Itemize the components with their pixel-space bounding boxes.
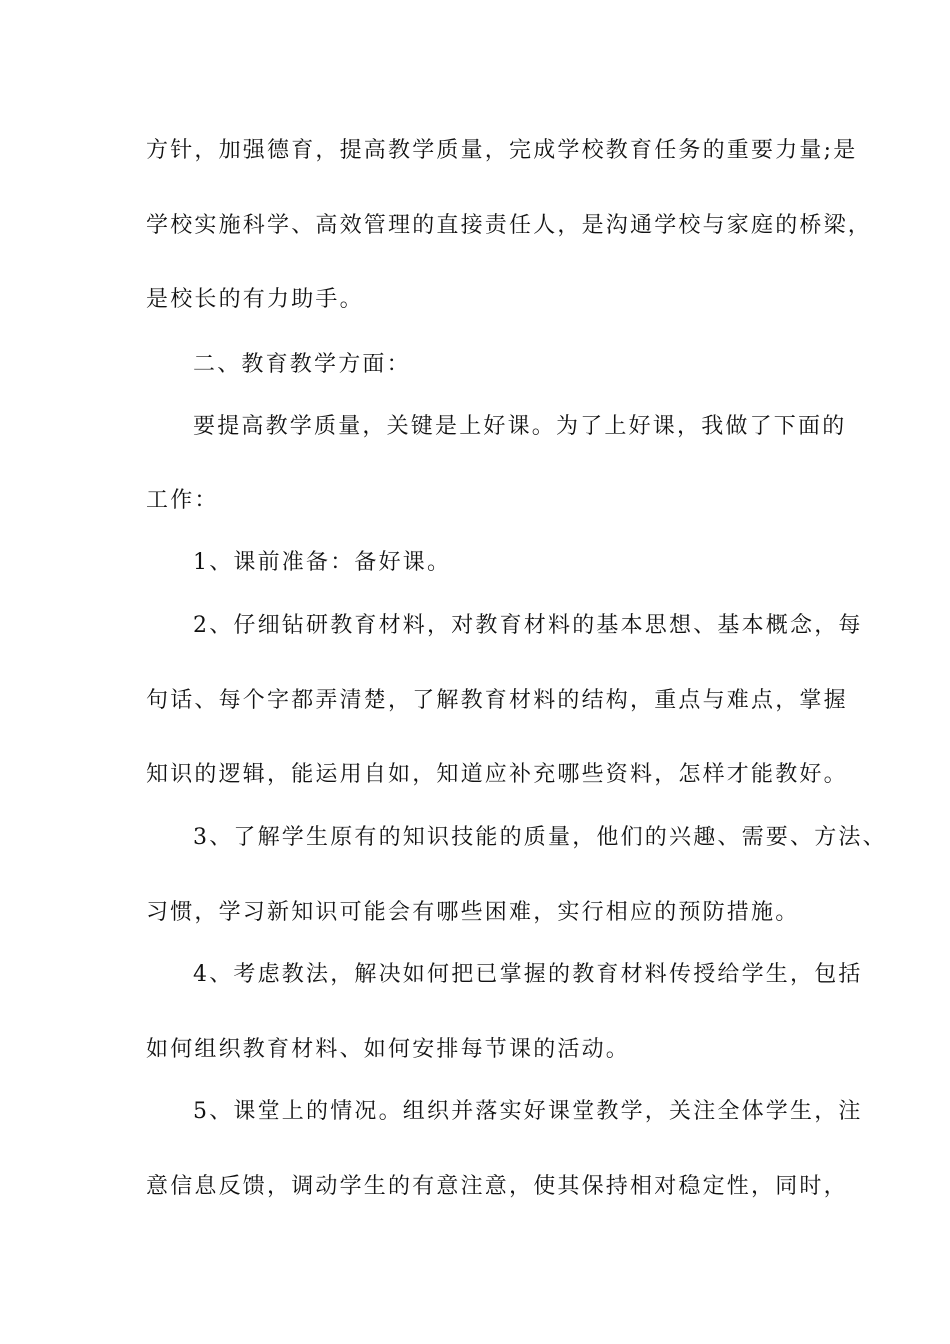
text-line: 如何组织教育材料、如何安排每节课的活动。 — [146, 1037, 631, 1062]
text-line: 要提高教学质量，关键是上好课。为了上好课，我做了下面的 — [193, 414, 847, 439]
text-line: 知识的逻辑，能运用自如，知道应补充哪些资料，怎样才能教好。 — [146, 762, 848, 787]
list-item: 4、考虑教法，解决如何把已掌握的教育材料传授给学生，包括 — [193, 962, 863, 987]
text-line: 方针，加强德育，提高教学质量，完成学校教育任务的重要力量;是 — [146, 138, 858, 163]
text-line: 工作： — [146, 488, 219, 513]
list-item: 3、了解学生原有的知识技能的质量，他们的兴趣、需要、方法、 — [193, 825, 887, 850]
list-item: 2、仔细钻研教育材料，对教育材料的基本思想、基本概念，每 — [193, 613, 863, 638]
text-line: 习惯，学习新知识可能会有哪些困难，实行相应的预防措施。 — [146, 900, 800, 925]
text-line: 学校实施科学、高效管理的直接责任人，是沟通学校与家庭的桥梁， — [146, 213, 873, 238]
list-item: 1、课前准备：备好课。 — [193, 550, 452, 575]
text-line: 意信息反馈，调动学生的有意注意，使其保持相对稳定性，同时， — [146, 1174, 848, 1199]
text-line: 句话、每个字都弄清楚，了解教育材料的结构，重点与难点，掌握 — [146, 688, 848, 713]
text-line: 是校长的有力助手。 — [146, 287, 364, 312]
list-item: 5、课堂上的情况。组织并落实好课堂教学，关注全体学生，注 — [193, 1099, 863, 1124]
section-heading: 二、教育教学方面： — [193, 352, 411, 377]
